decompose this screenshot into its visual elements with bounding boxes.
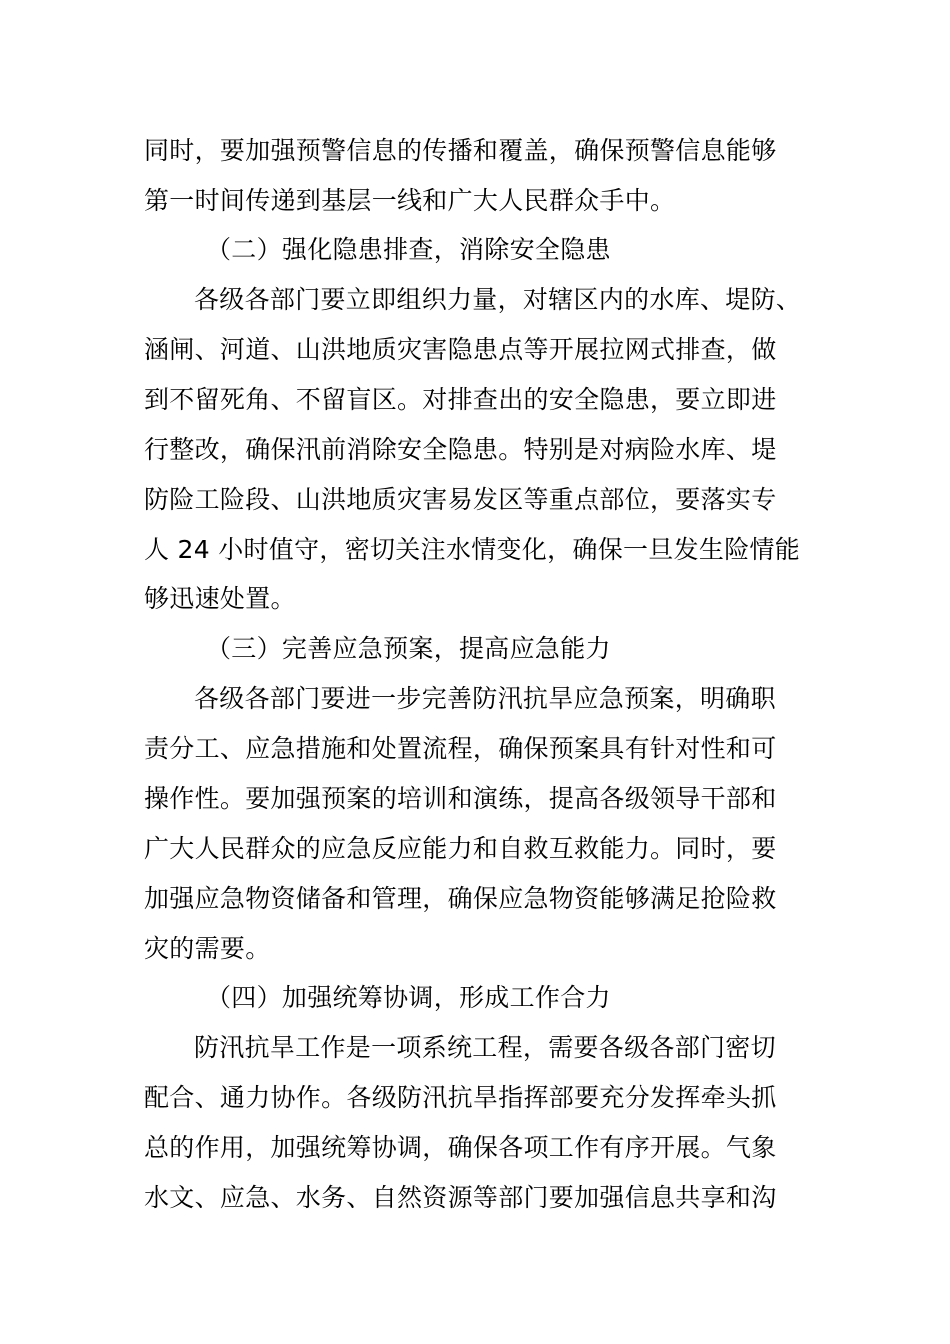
body-text-line: 够迅速处置。 bbox=[144, 584, 296, 613]
body-text-line: 同时，要加强预警信息的传播和覆盖，确保预警信息能够 bbox=[144, 136, 777, 165]
body-text-line: 行整改，确保汛前消除安全隐患。特别是对病险水库、堤 bbox=[144, 435, 777, 464]
body-text-line: 涵闸、河道、山洪地质灾害隐患点等开展拉网式排查，做 bbox=[144, 335, 777, 364]
section-heading: （三）完善应急预案，提高应急能力 bbox=[206, 634, 611, 663]
body-text-line: 责分工、应急措施和处置流程，确保预案具有针对性和可 bbox=[144, 734, 777, 763]
body-text-line: 配合、通力协作。各级防汛抗旱指挥部要充分发挥牵头抓 bbox=[144, 1083, 777, 1112]
section-heading: （二）强化隐患排查，消除安全隐患 bbox=[206, 235, 611, 264]
body-text-line: 广大人民群众的应急反应能力和自救互救能力。同时，要 bbox=[144, 834, 777, 863]
body-text-line: 第一时间传递到基层一线和广大人民群众手中。 bbox=[144, 186, 676, 215]
paragraph-first-line: 各级各部门要进一步完善防汛抗旱应急预案，明确职 bbox=[194, 684, 776, 713]
body-text-line: 加强应急物资储备和管理，确保应急物资能够满足抢险救 bbox=[144, 884, 777, 913]
body-text-line: 操作性。要加强预案的培训和演练，提高各级领导干部和 bbox=[144, 784, 777, 813]
paragraph-first-line: 防汛抗旱工作是一项系统工程，需要各级各部门密切 bbox=[194, 1033, 776, 1062]
body-text-line: 人 24 小时值守，密切关注水情变化，确保一旦发生险情能 bbox=[144, 535, 801, 564]
body-text-line: 防险工险段、山洪地质灾害易发区等重点部位，要落实专 bbox=[144, 485, 777, 514]
paragraph-first-line: 各级各部门要立即组织力量，对辖区内的水库、堤防、 bbox=[194, 285, 802, 314]
body-text-line: 水文、应急、水务、自然资源等部门要加强信息共享和沟 bbox=[144, 1183, 777, 1212]
body-text-line: 灾的需要。 bbox=[144, 934, 271, 963]
body-text-line: 总的作用，加强统筹协调，确保各项工作有序开展。气象 bbox=[144, 1133, 777, 1162]
section-heading: （四）加强统筹协调，形成工作合力 bbox=[206, 983, 611, 1012]
body-text-line: 到不留死角、不留盲区。对排查出的安全隐患，要立即进 bbox=[144, 385, 777, 414]
